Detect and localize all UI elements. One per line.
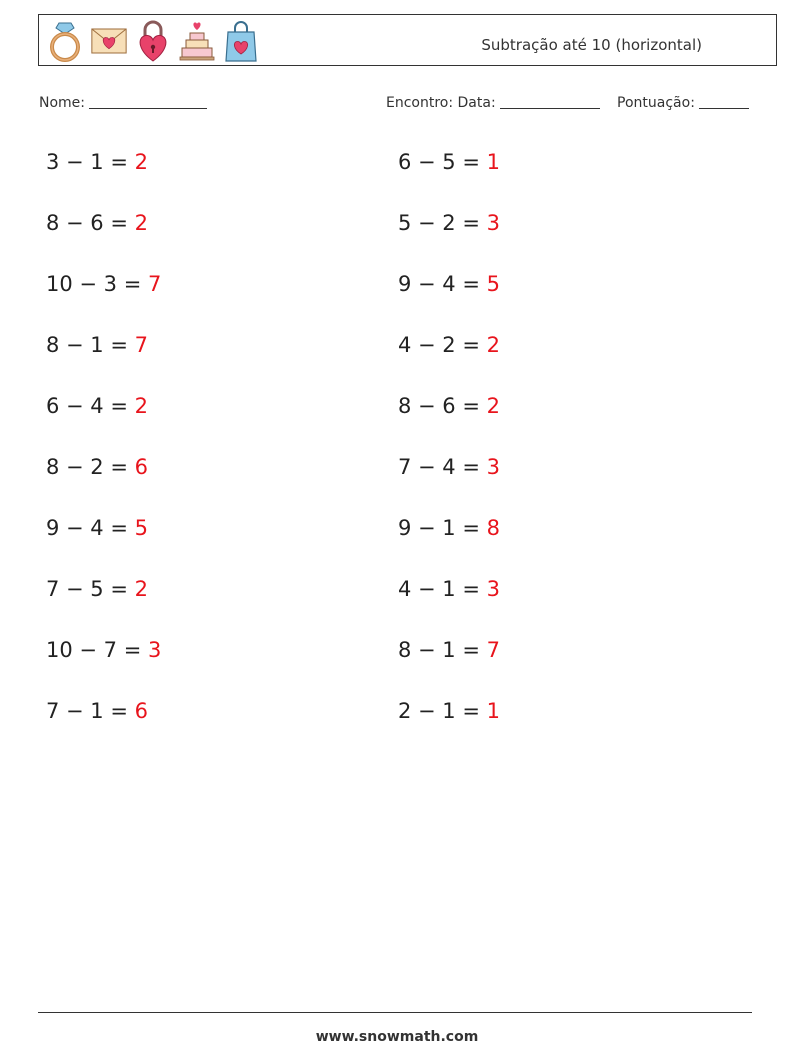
name-field	[39, 94, 207, 111]
problem-answer: 3	[486, 211, 501, 235]
problem-expression: 5 − 2 =	[398, 211, 480, 235]
problem-item	[398, 332, 500, 358]
meeting-score-fields	[386, 94, 749, 111]
worksheet-header	[38, 14, 777, 66]
problem-item	[398, 515, 500, 541]
problem-item	[398, 393, 500, 419]
problem-expression: 8 − 1 =	[398, 638, 480, 662]
problem-item	[398, 210, 500, 236]
problem-expression: 7 − 4 =	[398, 455, 480, 479]
name-label: Nome:	[39, 95, 86, 111]
problem-answer: 7	[486, 638, 501, 662]
problem-item	[46, 210, 148, 236]
problem-item	[398, 576, 500, 602]
problem-expression: 4 − 1 =	[398, 577, 480, 601]
problem-item	[46, 698, 148, 724]
problem-expression: 8 − 6 =	[46, 211, 128, 235]
love-letter-icon	[91, 19, 127, 63]
problem-answer: 6	[134, 455, 149, 479]
problem-answer: 6	[134, 699, 149, 723]
problem-expression: 9 − 4 =	[398, 272, 480, 296]
problem-item	[46, 332, 148, 358]
date-blank[interactable]	[500, 94, 600, 109]
problem-answer: 3	[486, 577, 501, 601]
problem-answer: 7	[134, 333, 149, 357]
meeting-date-label: Encontro: Data:	[386, 95, 496, 111]
problem-expression: 10 − 3 =	[46, 272, 142, 296]
problem-item	[46, 393, 148, 419]
problem-item	[398, 271, 500, 297]
problem-item	[46, 271, 161, 297]
score-label: Pontuação:	[617, 95, 695, 111]
problem-expression: 9 − 4 =	[46, 516, 128, 540]
gift-bag-icon	[223, 19, 259, 63]
site-url: www.snowmath.com	[315, 1029, 479, 1045]
worksheet-title: Subtração até 10 (horizontal)	[481, 36, 702, 54]
name-blank[interactable]	[89, 94, 207, 109]
problem-expression: 6 − 4 =	[46, 394, 128, 418]
problem-answer: 1	[486, 699, 501, 723]
problem-item	[398, 698, 500, 724]
problem-expression: 2 − 1 =	[398, 699, 480, 723]
problem-expression: 9 − 1 =	[398, 516, 480, 540]
problem-answer: 3	[148, 638, 162, 662]
heart-lock-icon	[135, 19, 171, 63]
problem-answer: 2	[486, 394, 501, 418]
wedding-cake-icon	[179, 19, 215, 63]
problem-answer: 3	[486, 455, 501, 479]
problem-answer: 1	[486, 150, 501, 174]
problem-expression: 8 − 6 =	[398, 394, 480, 418]
problem-answer: 2	[486, 333, 501, 357]
problem-expression: 8 − 2 =	[46, 455, 128, 479]
problem-expression: 7 − 5 =	[46, 577, 128, 601]
problem-item	[398, 454, 500, 480]
ring-icon	[47, 19, 83, 63]
problem-answer: 5	[134, 516, 149, 540]
problem-answer: 5	[486, 272, 501, 296]
problem-expression: 10 − 7 =	[46, 638, 142, 662]
problem-item	[398, 149, 500, 175]
problem-expression: 4 − 2 =	[398, 333, 480, 357]
problem-answer: 7	[148, 272, 162, 296]
problem-answer: 8	[486, 516, 501, 540]
score-blank[interactable]	[699, 94, 749, 109]
problem-answer: 2	[134, 577, 149, 601]
problem-answer: 2	[134, 394, 149, 418]
problem-expression: 3 − 1 =	[46, 150, 128, 174]
problem-item	[46, 515, 148, 541]
problem-item	[46, 576, 148, 602]
problem-item	[46, 454, 148, 480]
footer-divider	[38, 1012, 752, 1013]
icon-strip	[47, 19, 267, 63]
problem-item	[46, 637, 161, 663]
problem-item	[46, 149, 148, 175]
problem-expression: 8 − 1 =	[46, 333, 128, 357]
problem-answer: 2	[134, 211, 149, 235]
problem-item	[398, 637, 500, 663]
problem-expression: 7 − 1 =	[46, 699, 128, 723]
problem-answer: 2	[134, 150, 149, 174]
problem-expression: 6 − 5 =	[398, 150, 480, 174]
